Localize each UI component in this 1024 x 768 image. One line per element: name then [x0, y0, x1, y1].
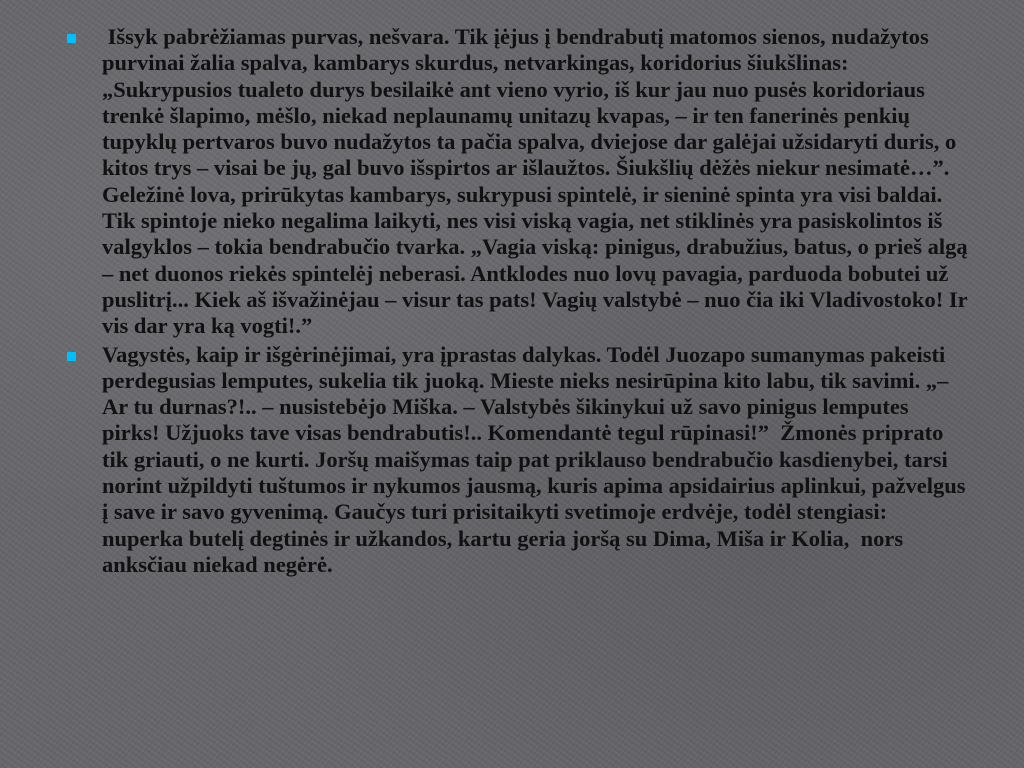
- paragraph-text: Išsyk pabrėžiamas purvas, nešvara. Tik įėjus į bendrabutį matomos sienos, nudažytos purvinai žalia spalva, kambarys skurdus, netvarkingas, koridorius šiukšlinas: „Sukrypusios tualeto durys besilaikė ant vieno vyrio, iš kur jau nuo pusės koridoriaus trenkė šlapimo, mėšlo, niekad neplaunamų unitazų kvapas, – ir ten fanerinės penkių tupyklų pertvaros buvo nudažytos ta pačia spalva, dviejose dar galėjai užsidaryti duris, o kitos trys – visai be jų, gal buvo išspirtos ar išlaužtos. Šiukšlių dėžės niekur nesimatė…”. Geležinė lova, prirūkytas kambarys, sukrypusi spintelė, ir sieninė spinta yra visi baldai. Tik spintoje nieko negalima laikyti, nes visi viską vagia, net stiklinės yra pasiskolintos iš valgyklos – tokia bendrabučio tvarka. „Vagia viską: pinigus, drabužius, batus, o prieš algą – net duonos riekės spintelėj neberasi. Antklodes nuo lovų pavagia, parduoda bobutei už puslitrį... Kiek aš išvažinėjau – visur tas pats! Vagių valstybė – nuo čia iki Vladivostoko! Ir vis dar yra ką vogti!.”: [102, 24, 974, 339]
- square-bullet-icon: [67, 352, 76, 361]
- square-bullet-icon: [67, 34, 76, 43]
- bullet-item: [60, 24, 974, 340]
- paragraph-text: Vagystės, kaip ir išgėrinėjimai, yra įprastas dalykas. Todėl Juozapo sumanymas pakeisti perdegusias lemputes, sukelia tik juoką. Mieste nieks nesirūpina kito labu, tik savimi. „– Ar tu durnas?!.. – nusistebėjo Miška. – Valstybės šikinykui už savo pinigus lemputes pirks! Užjuoks tave visas bendrabutis!.. Komendantė tegul rūpinasi!” Žmonės priprato tik griauti, o ne kurti. Joršų maišymas taip pat priklauso bendrabučio kasdienybei, tarsi norint užpildyti tuštumos ir nykumos jausmą, kuris apima apsidairius aplinkui, pažvelgus į save ir savo gyvenimą. Gaučys turi prisitaikyti svetimoje erdvėje, todėl stengiasi: nuperka butelį degtinės ir užkandos, kartu geria joršą su Dima, Miša ir Kolia, nors anksčiau niekad negėrė.: [102, 341, 972, 577]
- bullet-item: [60, 341, 972, 579]
- bullet-list: [60, 24, 974, 578]
